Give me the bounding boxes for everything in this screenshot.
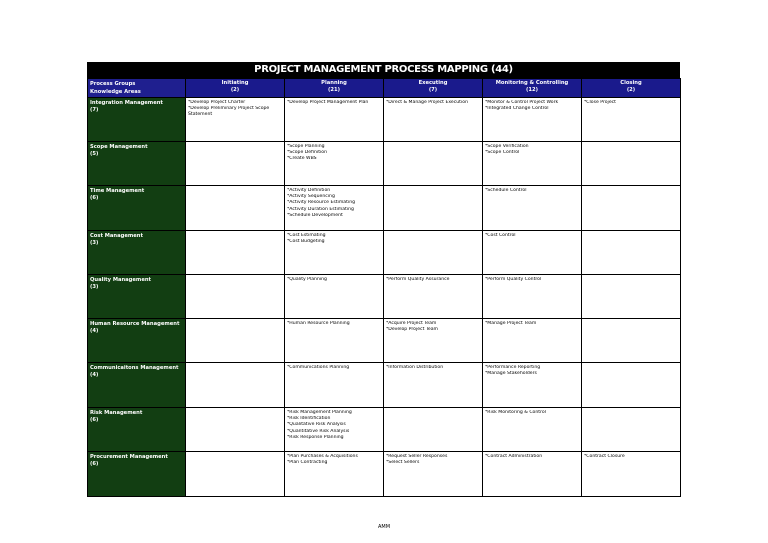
process-cell <box>582 408 681 452</box>
process-item: *Perform Quality Control <box>485 277 542 282</box>
table-row <box>88 231 681 275</box>
process-item: *Direct & Manage Project Execution <box>386 100 468 105</box>
process-item: *Quality Planning <box>287 277 327 282</box>
process-item: *Cost Estimating <box>287 233 326 238</box>
process-item: *Communications Planning <box>287 365 350 370</box>
group-header-monitoring-controlling <box>483 79 582 98</box>
group-name: Closing <box>620 80 642 86</box>
knowledge-areas-label: Knowledge Areas <box>90 89 141 95</box>
process-cell <box>384 231 483 275</box>
process-item: *Qualitative Risk Analysis <box>287 422 346 428</box>
process-cell <box>483 275 582 319</box>
process-cell <box>384 408 483 452</box>
table-row <box>88 98 681 142</box>
process-cell <box>483 98 582 142</box>
group-name: Planning <box>321 80 347 86</box>
knowledge-area-name: Time Management <box>90 188 145 194</box>
process-item: *Perform Quality Assurance <box>386 277 450 282</box>
process-cell <box>483 408 582 452</box>
group-count: (2) <box>626 87 636 93</box>
group-count: (21) <box>328 87 340 93</box>
process-cell <box>384 275 483 319</box>
process-cell <box>582 142 681 186</box>
process-item: *Activity Resource Estimating <box>287 200 356 206</box>
table-row <box>88 275 681 319</box>
process-item: *Cost Budgeting <box>287 239 325 245</box>
knowledge-area-count: (6) <box>90 195 99 201</box>
process-item: *Scope Definition <box>287 150 327 156</box>
knowledge-area-name: Procurement Management <box>90 454 168 460</box>
process-mapping-sheet <box>87 62 680 497</box>
process-cell <box>186 142 285 186</box>
process-item: *Plan Contracting <box>287 460 328 466</box>
process-item: *Manage Stakeholders <box>485 371 537 377</box>
process-item: *Create WBS <box>287 156 317 162</box>
process-item: *Scope Verification <box>485 144 529 149</box>
process-cell <box>186 452 285 497</box>
knowledge-area-cell <box>88 319 186 363</box>
process-cell <box>186 186 285 231</box>
process-item: *Scope Control <box>485 150 520 156</box>
process-item: *Risk Response Planning <box>287 434 344 440</box>
table-row <box>88 142 681 186</box>
process-cell <box>285 363 384 408</box>
process-cell <box>582 98 681 142</box>
group-header-initiating <box>186 79 285 98</box>
group-name: Executing <box>418 80 448 86</box>
process-cell <box>285 186 384 231</box>
group-header-planning <box>285 79 384 98</box>
process-cell <box>186 363 285 408</box>
process-cell <box>285 231 384 275</box>
knowledge-area-count: (6) <box>90 461 99 467</box>
process-item: *Manage Project Team <box>485 321 537 326</box>
knowledge-area-cell <box>88 98 186 142</box>
process-cell <box>285 98 384 142</box>
process-cell <box>483 186 582 231</box>
process-cell <box>285 408 384 452</box>
process-item: *Contract Administration <box>485 454 543 459</box>
process-cell <box>582 231 681 275</box>
process-item: *Scope Planning <box>287 144 325 149</box>
process-item: *Integrated Change Control <box>485 106 549 112</box>
process-groups-label: Process Groups <box>90 81 136 87</box>
knowledge-area-cell <box>88 186 186 231</box>
process-cell <box>483 363 582 408</box>
knowledge-area-name: Risk Management <box>90 410 143 416</box>
process-item: *Risk Management Planning <box>287 410 352 415</box>
process-cell <box>582 452 681 497</box>
table-row <box>88 452 681 497</box>
process-cell <box>384 186 483 231</box>
process-cell <box>186 231 285 275</box>
process-item: *Human Resource Planning <box>287 321 350 326</box>
process-mapping-table <box>87 78 681 497</box>
process-item: *Schedule Control <box>485 188 527 193</box>
process-item: *Risk Monitoring & Control <box>485 410 546 415</box>
table-row <box>88 319 681 363</box>
process-cell <box>384 98 483 142</box>
process-item: *Activity Definition <box>287 188 331 193</box>
process-item: *Acquire Project Team <box>386 321 437 326</box>
process-cell <box>384 142 483 186</box>
group-name: Initiating <box>221 80 249 86</box>
process-cell <box>384 452 483 497</box>
process-item: *Performance Reporting <box>485 365 541 370</box>
process-item: *Develop Preliminary Project Scope Statement <box>188 106 270 118</box>
knowledge-area-name: Integration Management <box>90 100 163 106</box>
header-row <box>88 79 681 98</box>
knowledge-area-name: Quality Management <box>90 277 152 283</box>
process-item: *Develop Project Charter <box>188 100 246 105</box>
table-row <box>88 363 681 408</box>
process-cell <box>582 186 681 231</box>
knowledge-area-name: Cost Management <box>90 233 143 239</box>
process-cell <box>582 275 681 319</box>
process-cell <box>483 319 582 363</box>
group-name: Monitoring & Controlling <box>495 80 569 86</box>
page-footer: AMM <box>377 524 391 530</box>
knowledge-area-cell <box>88 363 186 408</box>
process-item: *Select Sellers <box>386 460 420 466</box>
process-item: *Cost Control <box>485 233 516 238</box>
knowledge-area-count: (4) <box>90 328 99 334</box>
process-item: *Develop Project Management Plan <box>287 100 369 105</box>
knowledge-area-count: (4) <box>90 372 99 378</box>
process-cell <box>186 408 285 452</box>
page-title: PROJECT MANAGEMENT PROCESS MAPPING (44) <box>87 62 680 78</box>
process-item: *Quantitative Risk Analysis <box>287 428 350 434</box>
knowledge-area-cell <box>88 275 186 319</box>
process-cell <box>285 452 384 497</box>
knowledge-area-cell <box>88 408 186 452</box>
process-item: *Request Seller Responses <box>386 454 448 459</box>
process-item: *Information Distribution <box>386 365 444 370</box>
group-header-closing <box>582 79 681 98</box>
table-row <box>88 186 681 231</box>
group-header-executing <box>384 79 483 98</box>
process-cell <box>582 319 681 363</box>
knowledge-area-cell <box>88 452 186 497</box>
group-count: (2) <box>230 87 240 93</box>
process-cell <box>384 319 483 363</box>
group-count: (7) <box>428 87 438 93</box>
process-item: *Plan Purchases & Acquisitions <box>287 454 358 459</box>
knowledge-area-name: Scope Management <box>90 144 148 150</box>
knowledge-area-cell <box>88 142 186 186</box>
knowledge-area-count: (7) <box>90 107 99 113</box>
process-item: *Activity Sequencing <box>287 194 335 200</box>
process-cell <box>582 363 681 408</box>
knowledge-area-count: (3) <box>90 284 99 290</box>
knowledge-area-count: (3) <box>90 240 99 246</box>
process-item: *Activity Duration Estimating <box>287 206 354 212</box>
process-item: *Risk Identification <box>287 416 331 422</box>
process-cell <box>186 319 285 363</box>
process-item: *Schedule Development <box>287 212 343 218</box>
knowledge-area-count: (6) <box>90 417 99 423</box>
process-cell <box>186 98 285 142</box>
knowledge-area-name: Communicaitons Management <box>90 365 179 371</box>
process-cell <box>384 363 483 408</box>
process-cell <box>285 142 384 186</box>
process-item: *Contract Closure <box>584 454 625 459</box>
table-row <box>88 408 681 452</box>
process-item: *Develop Project Team <box>386 327 438 333</box>
process-cell <box>483 231 582 275</box>
process-cell <box>186 275 285 319</box>
process-cell <box>285 275 384 319</box>
group-count: (12) <box>526 87 538 93</box>
process-cell <box>483 142 582 186</box>
knowledge-area-name: Human Resource Management <box>90 321 180 327</box>
header-corner-cell <box>88 79 186 98</box>
knowledge-area-cell <box>88 231 186 275</box>
process-item: *Monitor & Control Project Work <box>485 100 559 105</box>
process-cell <box>285 319 384 363</box>
process-cell <box>483 452 582 497</box>
process-item: *Close Project <box>584 100 616 105</box>
knowledge-area-count: (5) <box>90 151 99 157</box>
